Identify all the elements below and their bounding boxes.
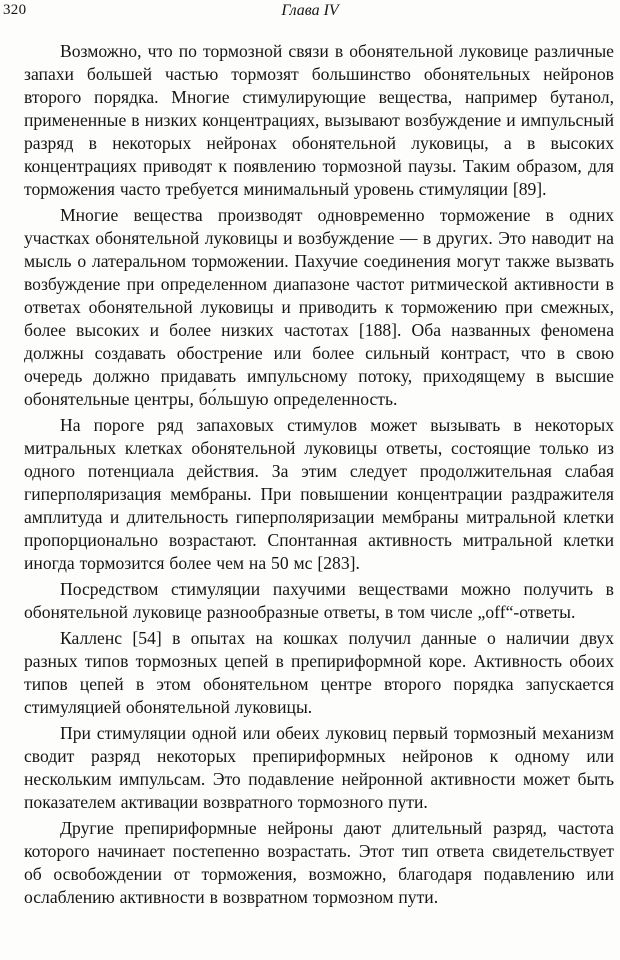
paragraph: При стимуляции одной или обеих луковиц первый тормозный механизм сводит разряд некоторых препириформных нейронов к одному или нескольким импульсам. Это подавление нейронной активности может быть показателем активации возвратного тормозного пути. [24, 723, 614, 812]
paragraph: Возможно, что по тормозной связи в обонятельной луковице различные запахи большей частью тормозят большинство обонятельных нейронов второго порядка. Многие стимулирующие вещества, например бутанол, примененные в низких концентрациях, вызывают возбуждение и импульсный разряд в некоторых нейронах обонятельной луковицы, а в высоких концентрациях приводят к появлению тормозной паузы. Таким образом, для торможения часто требуется минимальный уровень стимуляции [89]. [24, 41, 614, 199]
page-number: 320 [3, 2, 27, 18]
paragraph: На пороге ряд запаховых стимулов может вызывать в некоторых митральных клетках обонятельной луковицы ответы, состоящие только из одного потенциала действия. За этим следует продолжительная слабая гиперполяризация мембраны. При повышении концентрации раздражителя амплитуда и длительность гиперполяризации мембраны митральной клетки пропорционально возрастают. Спонтанная активность митральной клетки иногда тормозится более чем на 50 мс [283]. [24, 415, 614, 573]
paragraph: Посредством стимуляции пахучими веществами можно получить в обонятельной луковице разнообразные ответы, в том числе „off“-ответы. [24, 579, 614, 622]
paragraph: Калленс [54] в опытах на кошках получил данные о наличии двух разных типов тормозных цепей в препириформной коре. Активность обоих типов цепей в этом обонятельном центре второго порядка запускается стимуляцией обонятельной луковицы. [24, 628, 614, 717]
chapter-title: Глава IV [281, 2, 339, 19]
paragraph: Многие вещества производят одновременно торможение в одних участках обонятельной луковицы и возбуждение — в других. Это наводит на мысль о латеральном торможении. Пахучие соединения могут также вызвать возбуждение при определенном диапазоне частот ритмической активности в ответах обонятельной луковицы и приводить к торможению при смежных, более высоких и более низких частотах [188]. Оба названных феномена должны создавать обострение или более сильный контраст, что в свою очередь должно придавать импульсному потоку, приходящему в высшие обонятельные центры, бо́льшую определенность. [24, 205, 614, 409]
running-header [0, 2, 620, 24]
paragraph: Другие препириформные нейроны дают длительный разряд, частота которого начинает постепенно возрастать. Этот тип ответа свидетельствует об освобождении от торможения, возможно, благодаря подавлению или ослаблению активности в возвратном тормозном пути. [24, 818, 614, 907]
body-text [24, 40, 614, 909]
